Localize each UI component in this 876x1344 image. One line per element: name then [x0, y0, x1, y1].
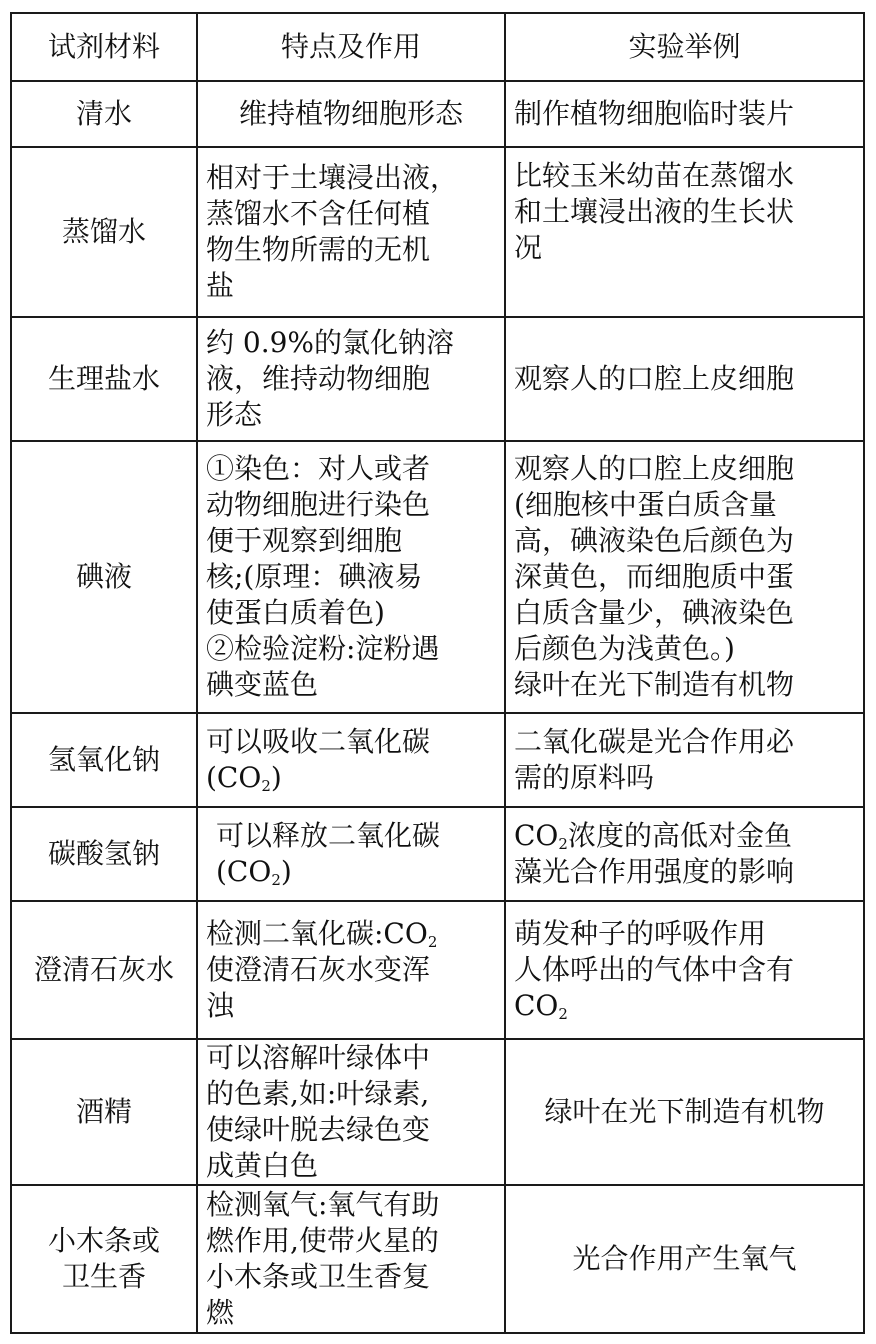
reagent-name: 酒精: [11, 1039, 197, 1185]
table-row: [11, 441, 864, 713]
header-row: [11, 13, 864, 81]
reagent-example: $CO_2$浓度的高低对金鱼 藻光合作用强度的影响: [505, 807, 864, 901]
reagent-name: 碳酸氢钠: [11, 807, 197, 901]
reagent-example: 观察人的口腔上皮细胞: [505, 317, 864, 441]
reagent-table: [10, 12, 865, 1334]
reagent-feature: 检测二氧化碳$:CO_2$ 使澄清石灰水变浑 浊: [197, 901, 505, 1039]
reagent-feature: 相对于土壤浸出液， 蒸馏水不含任何植 物生物所需的无机 盐: [197, 147, 505, 317]
reagent-example: 绿叶在光下制造有机物: [505, 1039, 864, 1185]
table-row: [11, 317, 864, 441]
reagent-name: 澄清石灰水: [11, 901, 197, 1039]
table-row: [11, 1185, 864, 1333]
reagent-feature: 检测氧气:氧气有助 燃作用,使带火星的 小木条或卫生香复 燃: [197, 1185, 505, 1333]
reagent-feature: 约 0.9%的氯化钠溶 液，维持动物细胞 形态: [197, 317, 505, 441]
header-feature: 特点及作用: [197, 13, 505, 81]
table-row: [11, 147, 864, 317]
header-reagent: 试剂材料: [11, 13, 197, 81]
table-row: [11, 81, 864, 147]
table-row: [11, 901, 864, 1039]
reagent-example: 二氧化碳是光合作用必 需的原料吗: [505, 713, 864, 807]
reagent-name: 小木条或 卫生香: [11, 1185, 197, 1333]
reagent-name: 生理盐水: [11, 317, 197, 441]
reagent-example: 萌发种子的呼吸作用 人体呼出的气体中含有 $CO_2$: [505, 901, 864, 1039]
reagent-feature: ①染色：对人或者 动物细胞进行染色 便于观察到细胞 核;(原理：碘液易 使蛋白质着色) ②检验淀粉:淀粉遇 碘变蓝色: [197, 441, 505, 713]
reagent-feature: 可以溶解叶绿体中 的色素,如:叶绿素, 使绿叶脱去绿色变 成黄白色: [197, 1039, 505, 1185]
reagent-feature: 可以吸收二氧化碳 $(CO_2)$: [197, 713, 505, 807]
reagent-name: 蒸馏水: [11, 147, 197, 317]
table-row: [11, 1039, 864, 1185]
reagent-name: 碘液: [11, 441, 197, 713]
reagent-feature: 维持植物细胞形态: [197, 81, 505, 147]
table-row: [11, 807, 864, 901]
reagent-example: 比较玉米幼苗在蒸馏水 和土壤浸出液的生长状 况: [505, 147, 864, 317]
reagent-name: 清水: [11, 81, 197, 147]
header-example: 实验举例: [505, 13, 864, 81]
reagent-name: 氢氧化钠: [11, 713, 197, 807]
reagent-example: 制作植物细胞临时装片: [505, 81, 864, 147]
reagent-feature: 可以释放二氧化碳 $(CO_2)$: [197, 807, 505, 901]
table-row: [11, 713, 864, 807]
reagent-example: 观察人的口腔上皮细胞 (细胞核中蛋白质含量 高，碘液染色后颜色为 深黄色，而细胞质中蛋 白质含量少，碘液染色 后颜色为浅黄色。) 绿叶在光下制造有机物: [505, 441, 864, 713]
reagent-example: 光合作用产生氧气: [505, 1185, 864, 1333]
